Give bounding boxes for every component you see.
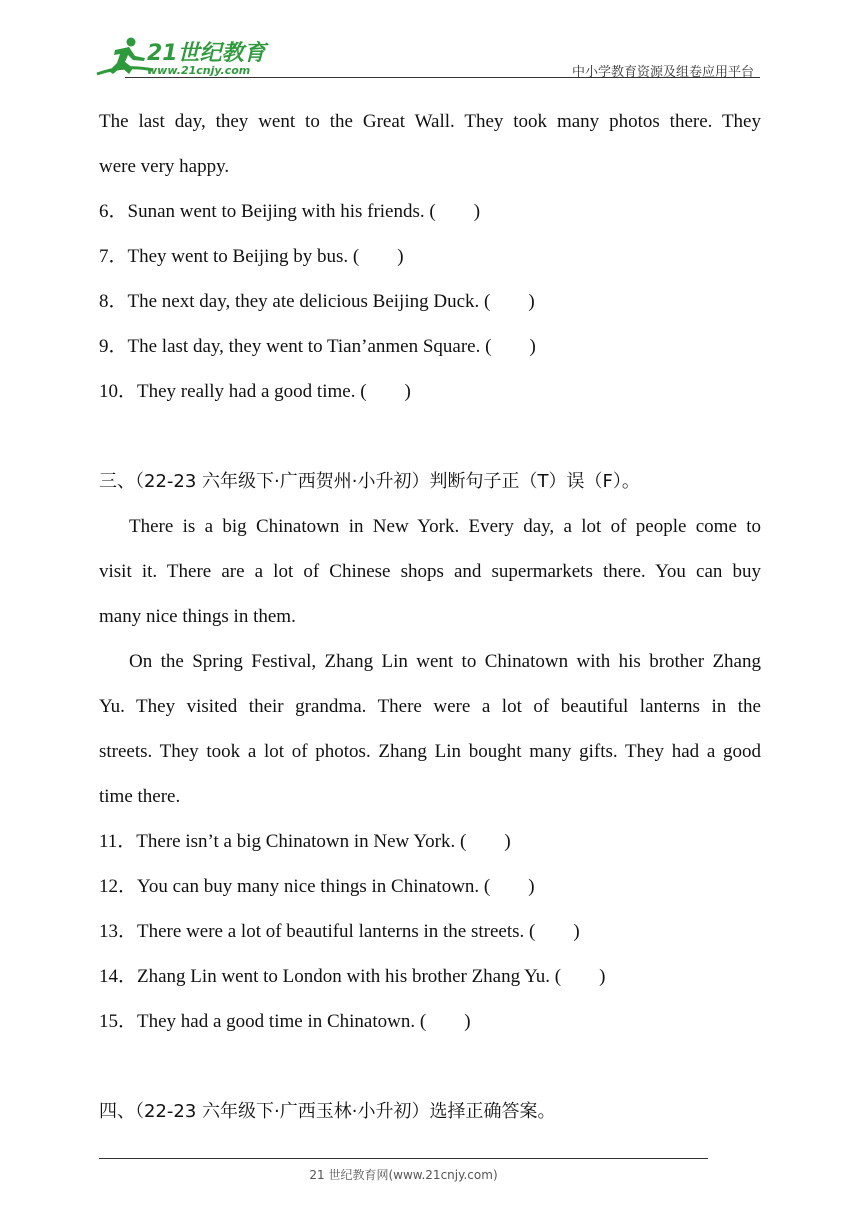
question-text: The next day, they ate delicious Beijing Duck. ( xyxy=(127,291,491,312)
question-close: ) xyxy=(529,336,536,357)
question-number: 14． xyxy=(99,966,138,987)
question-close: ) xyxy=(599,966,606,987)
question-text: They really had a good time. ( xyxy=(137,381,367,402)
question-item xyxy=(99,335,536,359)
question-close: ) xyxy=(504,831,511,852)
question-close: ) xyxy=(528,876,535,897)
question-number: 6． xyxy=(99,201,128,222)
question-text: The last day, they went to Tian’anmen Square. ( xyxy=(127,336,492,357)
logo-main-text: 21世纪教育 xyxy=(147,41,266,66)
question-number: 8． xyxy=(99,291,128,312)
question-text: There isn’t a big Chinatown in New York. ( xyxy=(136,831,467,852)
question-number: 12． xyxy=(99,876,138,897)
passage-line: were very happy. xyxy=(99,156,230,177)
logo-21cnjy xyxy=(95,34,295,78)
question-number: 9． xyxy=(99,336,128,357)
question-item xyxy=(99,830,511,854)
header-right-text: 中小学教育资源及组卷应用平台 xyxy=(571,65,754,80)
question-item xyxy=(99,200,480,224)
question-close: ) xyxy=(464,1011,471,1032)
section-heading: 三、（22-23 六年级下·广西贺州·小升初）判断句子正（T）误（F）。 xyxy=(99,471,640,492)
running-figure-icon xyxy=(97,38,153,75)
question-number: 15． xyxy=(99,1011,138,1032)
question-close: ) xyxy=(397,246,404,267)
footer-divider xyxy=(99,1158,708,1159)
question-text: Sunan went to Beijing with his friends. ( xyxy=(127,201,436,222)
logo-url-text: www.21cnjy.com xyxy=(147,64,251,77)
question-close: ) xyxy=(573,921,580,942)
passage-line: streets. They took a lot of photos. Zhang Lin bought many gifts. They had a good xyxy=(99,741,761,762)
question-item xyxy=(99,875,535,899)
question-text: Zhang Lin went to London with his brother Zhang Yu. ( xyxy=(137,966,562,987)
question-number: 13． xyxy=(99,921,138,942)
passage-line: There is a big Chinatown in New York. Every day, a lot of people come to xyxy=(129,516,761,537)
passage-line: The last day, they went to the Great Wall. They took many photos there. They xyxy=(99,111,761,132)
question-close: ) xyxy=(404,381,411,402)
question-text: They went to Beijing by bus. ( xyxy=(127,246,360,267)
question-text: There were a lot of beautiful lanterns in the streets. ( xyxy=(137,921,536,942)
question-item xyxy=(99,920,580,944)
question-item xyxy=(99,245,404,269)
question-item xyxy=(99,380,411,404)
page-header xyxy=(95,34,760,80)
passage-line: Yu. They visited their grandma. There were a lot of beautiful lanterns in the xyxy=(99,696,761,717)
passage-line: On the Spring Festival, Zhang Lin went to Chinatown with his brother Zhang xyxy=(129,651,761,672)
question-number: 10． xyxy=(99,381,138,402)
question-number: 7． xyxy=(99,246,128,267)
header-divider xyxy=(125,77,760,78)
question-close: ) xyxy=(528,291,535,312)
passage-line: time there. xyxy=(99,786,181,807)
page-footer: 21 世纪教育网(www.21cnjy.com) xyxy=(309,1168,498,1182)
question-item xyxy=(99,965,605,989)
passage-line: visit it. There are a lot of Chinese shops and supermarkets there. You can buy xyxy=(99,561,761,582)
section-heading: 四、（22-23 六年级下·广西玉林·小升初）选择正确答案。 xyxy=(99,1101,556,1122)
question-close: ) xyxy=(473,201,481,222)
question-item xyxy=(99,290,535,314)
passage-line: many nice things in them. xyxy=(99,606,296,627)
question-number: 11． xyxy=(99,831,137,852)
question-item xyxy=(99,1010,471,1034)
question-text: You can buy many nice things in Chinatown. ( xyxy=(137,876,491,897)
question-text: They had a good time in Chinatown. ( xyxy=(137,1011,427,1032)
